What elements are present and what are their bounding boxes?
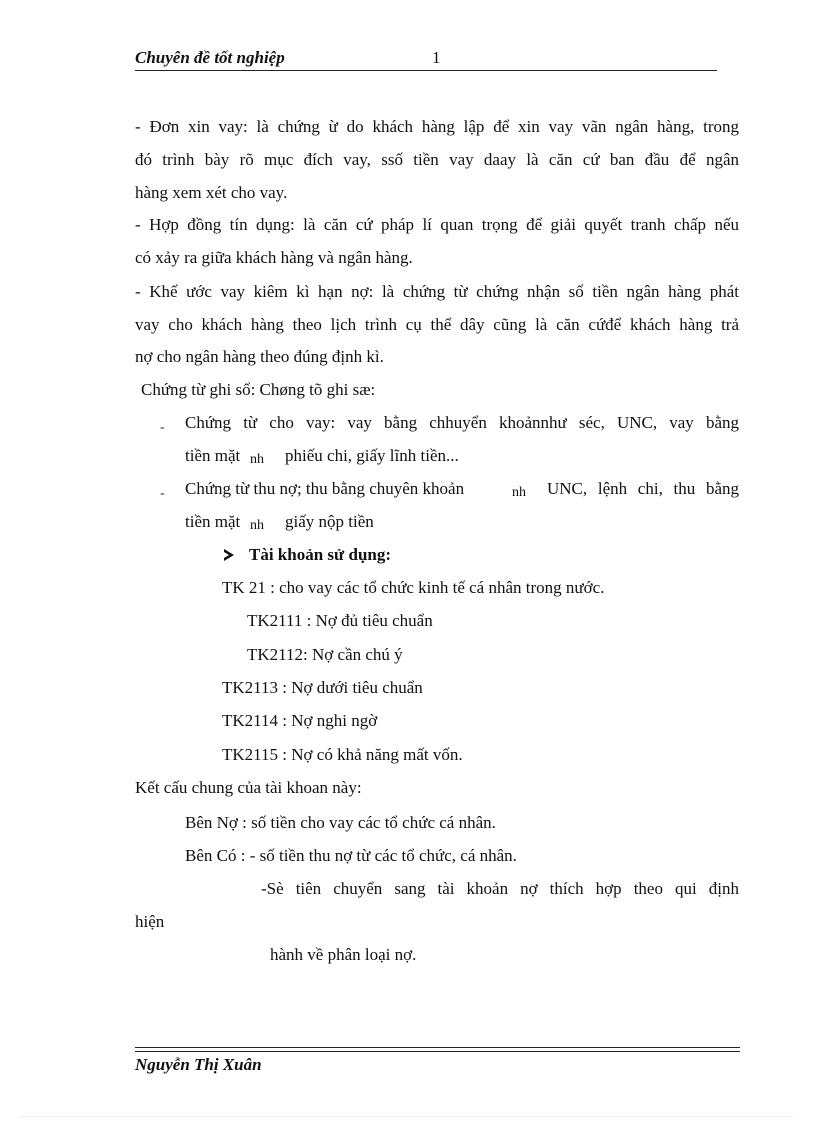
paragraph-line: -Sè tiên chuyển sang tài khoản nợ thích hợp theo qui định <box>261 879 739 898</box>
account-line: TK2115 : Nợ có khả năng mất vốn. <box>222 745 463 764</box>
paragraph-line: - Đơn xin vay: là chứng ừ do khách hàng lập để xin vay vãn ngân hàng, trong <box>135 117 739 136</box>
account-line: TK2112: Nợ cần chú ý <box>247 645 403 664</box>
account-line: TK2111 : Nợ đủ tiêu chuẩn <box>247 611 433 630</box>
page-bottom-border <box>20 1116 796 1117</box>
subscript-text: nh <box>250 518 264 533</box>
bullet-marker: - <box>160 420 165 435</box>
footer-author: Nguyễn Thị Xuân <box>135 1055 262 1074</box>
header-title: Chuyên đề tốt nghiệp <box>135 48 285 67</box>
section-heading: Tài khoản sử dụng: <box>249 545 392 564</box>
bullet-marker: - <box>160 486 165 501</box>
paragraph-line: Kết cấu chung của tài khoan này: <box>135 778 362 797</box>
paragraph-line: đó trình bày rõ mục đích vay, ssố tiền vay daay là căn cứ ban đầu để ngân <box>135 150 739 169</box>
bullet-line: tiền mặt <box>185 512 241 531</box>
account-line: TK 21 : cho vay các tổ chức kinh tế cá nhân trong nước. <box>222 578 605 597</box>
paragraph-line: Bên Nợ : số tiền cho vay các tổ chức cá nhân. <box>185 813 496 832</box>
paragraph-line: - Khế ước vay kiêm kì hạn nợ: là chứng từ chứng nhận số tiền ngân hàng phát <box>135 282 739 301</box>
paragraph-line: có xảy ra giữa khách hàng và ngân hàng. <box>135 248 413 267</box>
header-rule <box>135 70 717 71</box>
paragraph-line: hành về phân loại nợ. <box>270 945 417 964</box>
bullet-line: Chứng từ cho vay: vay bằng chhuyển khoảnnhư séc, UNC, vay bằng <box>185 413 739 432</box>
footer-rule <box>135 1047 740 1048</box>
bullet-line: giấy nộp tiền <box>285 512 374 531</box>
paragraph-line: hàng xem xét cho vay. <box>135 183 288 202</box>
bullet-line: phiếu chi, giấy lĩnh tiền... <box>285 446 459 465</box>
page-header <box>135 48 717 72</box>
paragraph-line: Bên Có : - số tiền thu nợ từ các tổ chức, cá nhân. <box>185 846 517 865</box>
bullet-line: UNC, lệnh chi, thu bằng <box>547 479 739 498</box>
subscript-text: nh <box>512 485 526 500</box>
account-line: TK2113 : Nợ dưới tiêu chuẩn <box>222 678 423 697</box>
bullet-line: tiền mặt <box>185 446 241 465</box>
subscript-text: nh <box>250 452 264 467</box>
paragraph-line: - Hợp đồng tín dụng: là căn cứ pháp lí quan trọng để giải quyết tranh chấp nếu <box>135 215 739 234</box>
account-line: TK2114 : Nợ nghi ngờ <box>222 711 378 730</box>
paragraph-line: nợ cho ngân hàng theo đúng định kì. <box>135 347 384 366</box>
footer-rule <box>135 1051 740 1052</box>
bullet-line: Chứng từ thu nợ; thu bằng chuyên khoản <box>185 479 465 498</box>
paragraph-line: vay cho khách hàng theo lịch trình cụ thể dây cũng là căn cứđể khách hàng trả <box>135 315 739 334</box>
page-number: 1 <box>432 48 441 67</box>
paragraph-line: hiện <box>135 912 165 931</box>
paragraph-line: Chứng từ ghi sổ: Chøng tõ ghi sæ: <box>141 380 376 399</box>
arrow-right-icon <box>224 549 234 561</box>
